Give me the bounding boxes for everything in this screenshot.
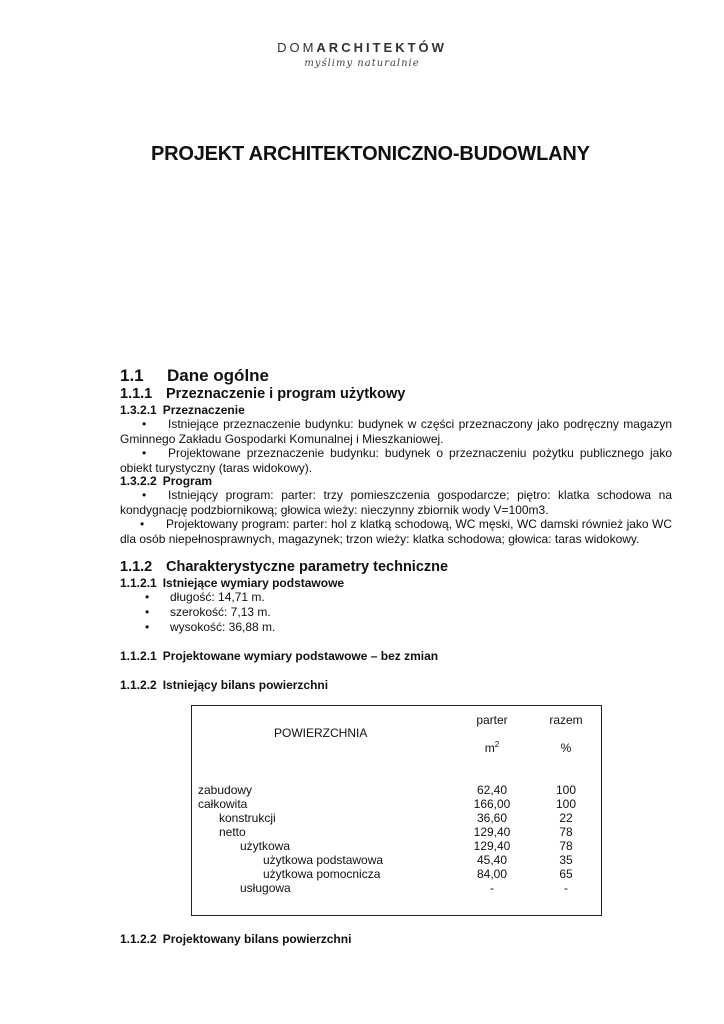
row-label-zabudowy: zabudowy [198,783,253,797]
section-number: 1.3.2.2 [120,474,157,488]
column-unit-percent: % [560,741,572,755]
section-number: 1.1.2.1 [120,576,157,590]
column-unit-area [462,740,522,755]
row-label-netto: netto [219,825,246,839]
paragraph-text: Istniejące przeznaczenie budynku: budynek w części przeznaczony jako podręczny magazyn Gminnego Zakładu Gospodarki Komunalnej i Mieszkaniowej. [120,417,672,446]
list-item [120,488,672,517]
section-title: Charakterystyczne parametry techniczne [166,559,449,575]
section-title: Projektowany bilans powierzchni [162,932,352,946]
column-header-razem: razem [549,713,583,727]
document-title: PROJEKT ARCHITEKTONICZNO-BUDOWLANY [151,143,590,165]
section-heading-existing-dimensions [120,576,344,590]
list-item [145,605,275,620]
row-label-uzytkowa: użytkowa [240,839,291,853]
section-number: 1.1.2.2 [120,678,157,692]
column-header-parter: parter [476,713,508,727]
row-percent: - [564,881,568,895]
section-number: 1.1.2.1 [120,649,157,663]
section-title: Dane ogólne [167,366,270,385]
logo-bold-text: ARCHITEKTÓW [316,40,447,55]
paragraph-text: Istniejący program: parter: trzy pomieszczenia gospodarcze; piętro: klatka schodowa na kondygnację podzbiornikową; głowica wieży: nieczynny zbiornik wody V=100m3. [120,488,672,517]
section-heading-1-1 [120,366,269,386]
bullet-icon: • [145,620,150,634]
bullet-icon: • [142,488,147,502]
row-area: - [490,881,494,895]
section-number: 1.1.1 [120,386,153,402]
row-percent: 100 [555,797,577,811]
row-percent: 65 [559,867,573,881]
section-number: 1.1 [120,366,144,385]
row-area: 129,40 [473,825,511,839]
section-heading-existing-balance [120,678,328,692]
list-item [120,446,672,475]
bullet-icon: • [140,517,145,531]
row-label-uzytkowa-podstawowa: użytkowa podstawowa [263,853,384,867]
section-title: Przeznaczenie [162,403,245,417]
dimensions-list [145,590,275,635]
area-balance-table [191,705,602,916]
dimension-height: wysokość: 36,88 m. [170,620,276,634]
row-percent: 78 [559,825,573,839]
row-percent: 100 [555,783,577,797]
table-header-label: POWIERZCHNIA [274,726,368,740]
bullet-icon: • [145,590,150,604]
row-area: 45,40 [476,853,508,867]
section-heading-1-3-2-2 [120,474,212,488]
row-area: 129,40 [473,839,511,853]
list-item [120,417,672,446]
list-item [120,517,672,546]
paragraph-text: Projektowany program: parter: hol z klatką schodową, WC męski, WC damski również jako WC dla osób niepełnosprawnych, magazynek; trzon wieży: klatka schodowa; głowica: taras widokowy. [120,517,672,546]
section-title: Projektowane wymiary podstawowe – bez zmian [162,649,439,663]
section-heading-projected-balance [120,932,351,946]
section-title: Przeznaczenie i program użytkowy [166,386,406,402]
row-area: 62,40 [476,783,508,797]
row-area: 166,00 [473,797,511,811]
list-item [145,590,275,605]
row-label-calkowita: całkowita [198,797,248,811]
row-area: 36,60 [476,811,508,825]
dimension-length: długość: 14,71 m. [170,590,265,604]
list-item [145,620,275,635]
unit-text: m [484,741,495,755]
row-percent: 78 [559,839,573,853]
section-number: 1.1.2.2 [120,932,157,946]
bullet-icon: • [142,417,147,431]
logo-light-text: DOM [277,40,317,55]
section-heading-1-1-2 [120,559,448,575]
logo-tagline: myślimy naturalnie [304,58,420,69]
section-heading-1-1-1 [120,386,405,402]
section-title: Istniejące wymiary podstawowe [162,576,345,590]
row-label-uzytkowa-pomocnicza: użytkowa pomocnicza [263,867,381,881]
section-heading-projected-dimensions [120,649,438,663]
section-heading-1-3-2-1 [120,403,245,417]
bullet-icon: • [145,605,150,619]
paragraph-text: Projektowane przeznaczenie budynku: budynek o przeznaczeniu pożytku publicznego jako obiekt turystyczny (taras widokowy). [120,446,672,475]
unit-superscript: 2 [494,740,500,749]
row-label-uslugowa: usługowa [240,881,291,895]
bullet-icon: • [142,446,147,460]
company-logo [0,40,724,55]
row-area: 84,00 [476,867,508,881]
section-number: 1.1.2 [120,559,153,575]
section-title: Istniejący bilans powierzchni [162,678,329,692]
section-title: Program [162,474,213,488]
dimension-width: szerokość: 7,13 m. [170,605,271,619]
section-number: 1.3.2.1 [120,403,157,417]
row-percent: 35 [559,853,573,867]
row-percent: 22 [559,811,573,825]
row-label-konstrukcji: konstrukcji [219,811,276,825]
